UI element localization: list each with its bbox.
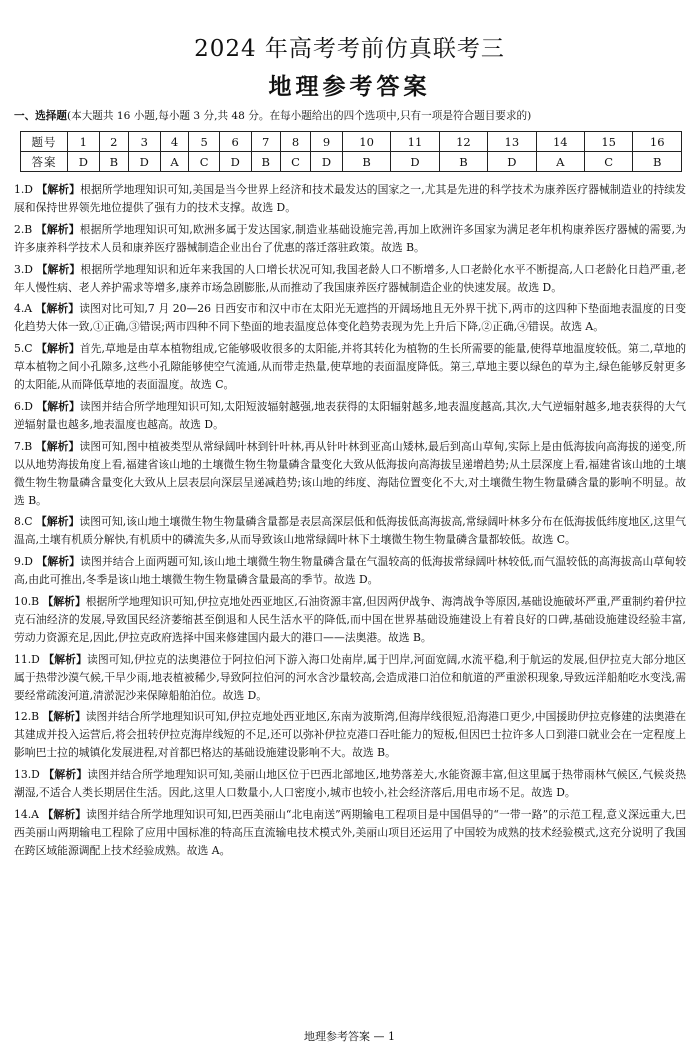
question-number-cell: 6: [219, 132, 251, 152]
answer-cell: B: [633, 152, 682, 172]
analysis-tag: 【解析】: [42, 710, 86, 724]
analysis-tag: 【解析】: [35, 439, 80, 453]
answer-cell: D: [311, 152, 343, 172]
question-number-cell: 7: [251, 132, 280, 152]
question-explanation: [14, 593, 686, 647]
page-title: 2024 年高考考前仿真联考三: [194, 36, 505, 62]
question-explanation: [14, 181, 686, 217]
question-number-cell: 15: [584, 132, 632, 152]
answer-cell: A: [536, 152, 584, 172]
page-subtitle: 地理参考答案: [268, 73, 431, 100]
explanation-text: 读图并结合所学地理知识可知,美丽山地区位于巴西北部地区,地势落差大,水能资源丰富,但这里属于热带雨林气候区,气候炎热潮湿,不适合人类长期居住生活。因此,这里人口数量小,人口密度小,城市也较小,社会经济落后,用电市场不足。故选 D。: [14, 768, 687, 800]
explanation-text: 根据所学地理知识可知,美国是当今世界上经济和技术最发达的国家之一,尤其是先进的科学技术为康养医疗器械制造业的持续发展和保持世界领先地位提供了强有力的技术支撑。故选 D。: [14, 183, 686, 214]
answer-cell: D: [488, 152, 536, 172]
explanation-text: 首先,草地是由草本植物组成,它能够吸收很多的太阳能,并将其转化为植物的生长所需要的能量,使得草地温度较低。第二,草地的草本植物之间小孔隙多,这些小孔隙能够使空气流通,从而带走热量,使草地的表面温度降低。第三,草地主要以绿色的草为主,绿色能够反射更多的太阳能,从而降低草地的表面温度。故选 C。: [14, 342, 687, 392]
analysis-tag: 【解析】: [35, 302, 80, 316]
question-explanation: [14, 806, 686, 860]
question-number-cell: 1: [68, 132, 100, 152]
analysis-tag: 【解析】: [36, 262, 81, 276]
answer-table: [20, 131, 682, 172]
question-number-cell: 14: [536, 132, 584, 152]
analysis-tag: 【解析】: [36, 183, 81, 196]
question-answer-label: 9.D: [14, 555, 33, 569]
question-number-cell: 4: [160, 132, 189, 152]
question-number-cell: 13: [488, 132, 536, 152]
section-heading: 一、选择题: [14, 110, 67, 122]
answer-cell: A: [160, 152, 189, 172]
question-answer-label: 5.C: [14, 342, 33, 356]
explanation-text: 根据所学地理知识可知,欧洲多属于发达国家,制造业基础设施完善,再加上欧洲许多国家为满足老年机构康养医疗器械的需要,为许多康养科学技术人员和康养医疗器械制造企业出台了优惠的落迁落驻政策。故选 B。: [14, 222, 686, 254]
explanation-text: 根据所学地理知识和近年来我国的人口增长状况可知,我国老龄人口不断增多,人口老龄化水平不断提高,人口老龄化日趋严重,老年人慢性病、老人养护需求等增多,康养市场急剧膨胀,从而推动了我国康养医疗器械制造企业的快速发展。故选 D。: [14, 262, 686, 294]
question-explanation: [14, 340, 686, 394]
question-answer-label: 10.B: [14, 595, 40, 609]
explanation-text: 读图可知,伊拉克的法奥港位于阿拉伯河下游入海口处南岸,属于凹岸,河面宽阔,水流平稳,利于航运的发展,但伊拉克大部分地区属于热带沙漠气候,干旱少雨,地表植被稀少,导致阿拉伯河的河水含沙量较高,会造成港口泊位和航道的严重淤积现象,导致远洋船舶吃水变浅,需要经常疏浚河道,清淤泥沙来保障船舶泊位。故选 D。: [14, 652, 687, 702]
answer-cell: B: [99, 152, 128, 172]
question-number-cell: 5: [189, 132, 219, 152]
analysis-tag: 【解析】: [43, 652, 87, 666]
question-explanation: [14, 398, 686, 434]
question-number-cell: 3: [128, 132, 160, 152]
answer-cell: B: [251, 152, 280, 172]
answer-cell: B: [439, 152, 487, 172]
question-answer-label: 6.D: [14, 399, 33, 413]
question-answer-label: 14.A: [14, 808, 39, 821]
question-answer-label: 1.D: [14, 183, 33, 196]
question-number-cell: 11: [391, 132, 439, 152]
section-header: [14, 108, 694, 123]
question-explanation: [14, 438, 686, 510]
explanation-text: 根据所学地理知识可知,伊拉克地处西亚地区,石油资源丰富,但因两伊战争、海湾战争等原因,基础设施破坏严重,严重制约着伊拉克石油经济的发展,导致国民经济萎缩甚至倒退和人民生活水平的降低,而中国在世界基础设施建设上有着良好的口碑,基础设施建设经验丰富,劳动力资源充足,因此,伊拉克政府选择中国来修建国内最大的港口——法奥港。故选 B。: [14, 595, 687, 644]
analysis-tag: 【解析】: [36, 342, 80, 356]
question-answer-label: 8.C: [14, 515, 33, 529]
answer-cell: C: [584, 152, 632, 172]
answer-table-number-row: [21, 132, 682, 152]
section-note: (本大题共 16 小题,每小题 3 分,共 48 分。在每小题给出的四个选项中,只有一项是符合题目要求的): [66, 110, 532, 122]
analysis-tag: 【解析】: [36, 399, 80, 413]
question-explanation: [14, 261, 686, 297]
question-explanation: [14, 300, 686, 336]
question-number-cell: 12: [439, 132, 487, 152]
answer-cell: C: [189, 152, 219, 172]
question-answer-label: 7.B: [14, 439, 33, 453]
explanation-text: 读图对比可知,7 月 20—26 日西安市和汉中市在太阳光无遮挡的开阔场地且无外界干扰下,两市的这四种下垫面地表温度的日变化趋势大体一致,①正确,③错误;两市四种不同下垫面的地表温度总体变化趋势表现为先上升后下降,②正确,④错误。故选 A。: [14, 302, 686, 334]
question-answer-label: 12.B: [14, 710, 40, 724]
answer-cell: D: [128, 152, 160, 172]
analysis-tag: 【解析】: [42, 595, 86, 609]
explanation-text: 读图并结合所学地理知识可知,太阳短波辐射越强,地表获得的太阳辐射越多,地表温度越高,其次,大气逆辐射越多,地表获得的大气逆辐射量也越多,地表温度也越高。故选 D。: [14, 399, 687, 431]
page-footer: 地理参考答案 — 1: [304, 1030, 395, 1043]
question-answer-label: 11.D: [14, 652, 40, 666]
analysis-tag: 【解析】: [35, 222, 80, 236]
answer-cell: D: [391, 152, 439, 172]
explanation-text: 读图可知,图中植被类型从常绿阔叶林到针叶林,再从针叶林到亚高山矮林,最后到高山草甸,实际上是由低海拔向高海拔的递变,所以从地势海拔角度上看,福建省该山地的土壤微生物生物量磷含量变化大致从低海拔向高海拔呈递增趋势;从土层深度上看,福建省该山地的土壤微生物生物量磷含量变化大致从上层表层向深层呈递减趋势;该山地的纬度、海陆位置变化不大,对土壤微生物生物量磷含量的影响不明显。故选 B。: [14, 439, 687, 507]
explanation-text: 读图并结合所学地理知识可知,伊拉克地处西亚地区,东南为波斯湾,但海岸线很短,沿海港口更少,中国援助伊拉克修建的法奥港在其建成并投入运营后,将会扭转伊拉克海岸线短的不足,还可以弥补伊拉克港口吞吐能力的短板,但因巴士拉许多人口到港口就业会在一定程度上影响巴士拉的城镇化发展进程,对首都巴格达的基础设施建设影响不大。故选 B。: [14, 710, 687, 760]
question-number-cell: 8: [280, 132, 310, 152]
question-explanation: [14, 221, 686, 257]
answer-cell: D: [68, 152, 100, 172]
question-answer-label: 3.D: [14, 262, 33, 276]
question-list: [14, 181, 686, 864]
explanation-text: 读图并结合上面两题可知,该山地土壤微生物生物量磷含量在气温较高的低海拔常绿阔叶林较低,而气温较低的高海拔高山草甸较高,由此可推出,冬季是该山地土壤微生物生物量磷含量最高的季节。故选 D。: [14, 555, 686, 587]
analysis-tag: 【解析】: [36, 555, 81, 569]
question-number-cell: 16: [633, 132, 682, 152]
question-number-cell: 10: [342, 132, 390, 152]
question-answer-label: 4.A: [14, 302, 33, 316]
explanation-text: 读图可知,该山地土壤微生物生物量磷含量都是表层高深层低和低海拔低高海拔高,常绿阔叶林多分布在低海拔低纬度地区,这里气温高,土壤有机质分解快,有机质中的磷流失多,从而导致该山地常绿阔叶林下土壤微生物生物量磷含量都较低。故选 C。: [14, 515, 687, 547]
question-answer-label: 13.D: [14, 768, 40, 782]
question-explanation: [14, 651, 686, 705]
answer-cell: B: [342, 152, 390, 172]
question-answer-label: 2.B: [14, 222, 33, 236]
question-number-cell: 2: [99, 132, 128, 152]
answer-cell: D: [219, 152, 251, 172]
answer-cell: C: [280, 152, 310, 172]
answer-table-answer-row: [21, 152, 682, 172]
question-explanation: [14, 766, 686, 802]
row-label-number: 题号: [21, 132, 68, 152]
analysis-tag: 【解析】: [36, 515, 80, 529]
analysis-tag: 【解析】: [42, 808, 87, 821]
question-explanation: [14, 553, 686, 589]
explanation-text: 读图并结合所学地理知识可知,巴西美丽山“北电南送”两期输电工程项目是中国倡导的“一带一路”的示范工程,意义深远重大,巴西美丽山两期输电工程除了应用中国标准的特高压直流输电技术模式外,美丽山项目还运用了中国较为成熟的技术经验模式,这充分说明了我国在跨区域能源调配上技术经验成熟。故选 A。: [14, 808, 687, 857]
question-explanation: [14, 513, 686, 549]
analysis-tag: 【解析】: [43, 768, 88, 782]
question-number-cell: 9: [311, 132, 343, 152]
question-explanation: [14, 708, 686, 762]
row-label-answer: 答案: [21, 152, 68, 172]
